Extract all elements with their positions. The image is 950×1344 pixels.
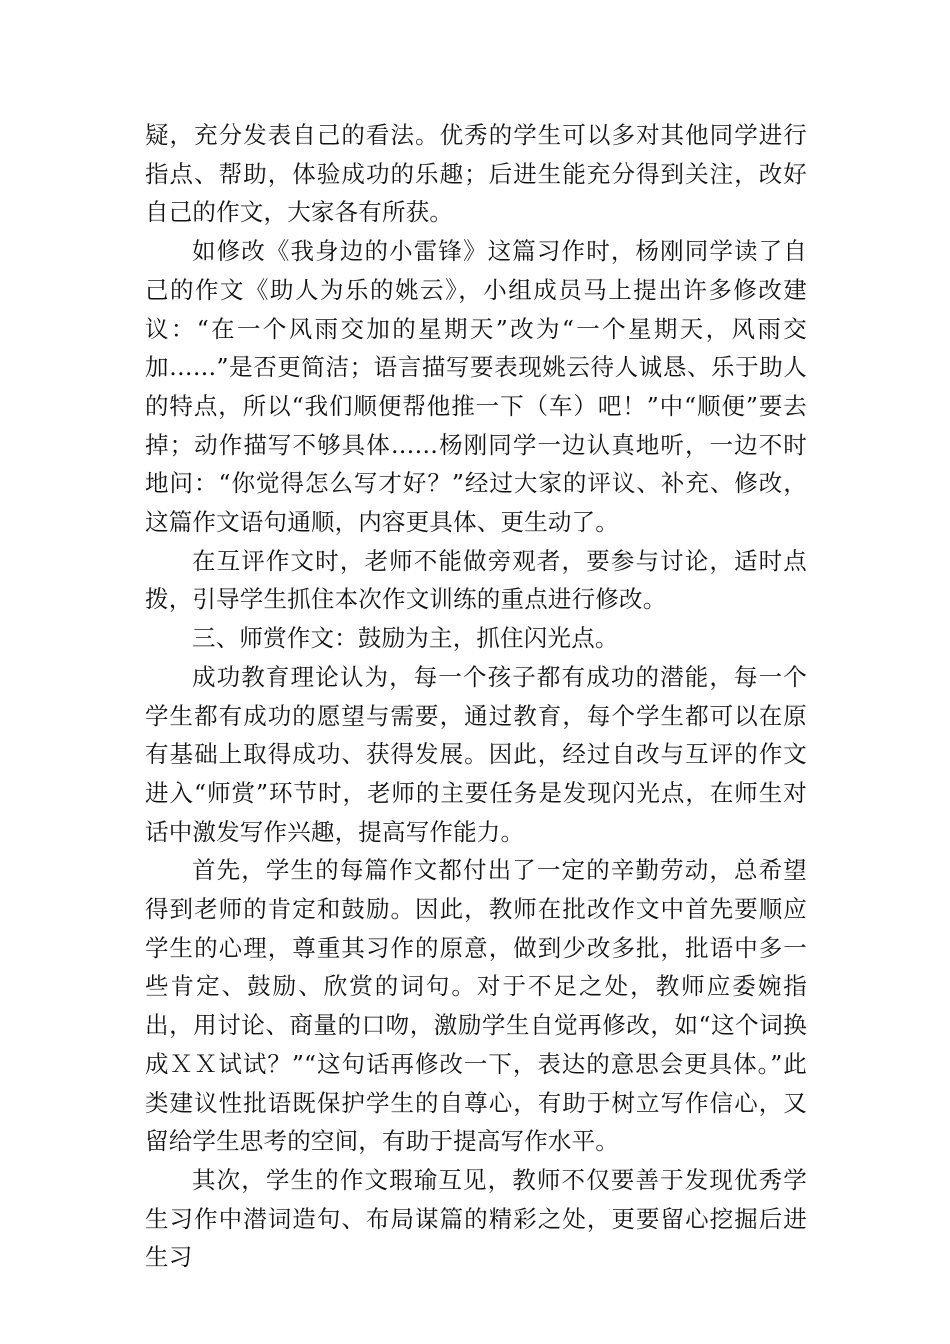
paragraph-continuation: 疑，充分发表自己的看法。优秀的学生可以多对其他同学进行指点、帮助，体验成功的乐趣；后进生能充分得到关注，改好自己的作文，大家各有所获。: [145, 121, 807, 227]
paragraph-first: 首先，学生的每篇作文都付出了一定的辛勤劳动，总希望得到老师的肯定和鼓励。因此，教师在批改作文中首先要顺应学生的心理，尊重其习作的原意，做到少改多批，批语中多一些肯定、鼓励、欣赏的词句。对于不足之处，教师应委婉指出，用讨论、商量的口吻，激励学生自觉再修改，如“这个词换成ＸＸ试试？”“这句话再修改一下，表达的意思会更具体。”此类建议性批语既保护学生的自尊心，有助于树立写作信心，又留给学生思考的空间，有助于提高写作水平。: [145, 856, 807, 1156]
section-heading: 三、师赏作文：鼓励为主，抓住闪光点。: [192, 624, 619, 653]
document-page: [145, 116, 807, 1277]
paragraph-theory: 成功教育理论认为，每一个孩子都有成功的潜能，每一个学生都有成功的愿望与需要，通过教育，每个学生都可以在原有基础上取得成功、获得发展。因此，经过自改与互评的作文进入“师赏”环节时，老师的主要任务是发现闪光点，在师生对话中激发写作兴趣，提高写作能力。: [145, 662, 807, 846]
paragraph-second: 其次，学生的作文瑕瑜互见，教师不仅要善于发现优秀学生习作中潜词造句、布局谋篇的精彩之处，更要留心挖掘后进生习: [145, 1165, 807, 1272]
paragraph-example: 如修改《我身边的小雷锋》这篇习作时，杨刚同学读了自己的作文《助人为乐的姚云》，小组成员马上提出许多修改建议：“在一个风雨交加的星期天”改为“一个星期天，风雨交加……”是否更简洁；语言描写要表现姚云待人诚恳、乐于助人的特点，所以“我们顺便帮他推一下（车）吧！”中“顺便”要去掉；动作描写不够具体……杨刚同学一边认真地听，一边不时地问：“你觉得怎么写才好？”经过大家的评议、补充、修改，这篇作文语句通顺，内容更具体、更生动了。: [145, 237, 807, 537]
paragraph-peer-review: 在互评作文时，老师不能做旁观者，要参与讨论，适时点拨，引导学生抓住本次作文训练的重点进行修改。: [145, 546, 807, 614]
